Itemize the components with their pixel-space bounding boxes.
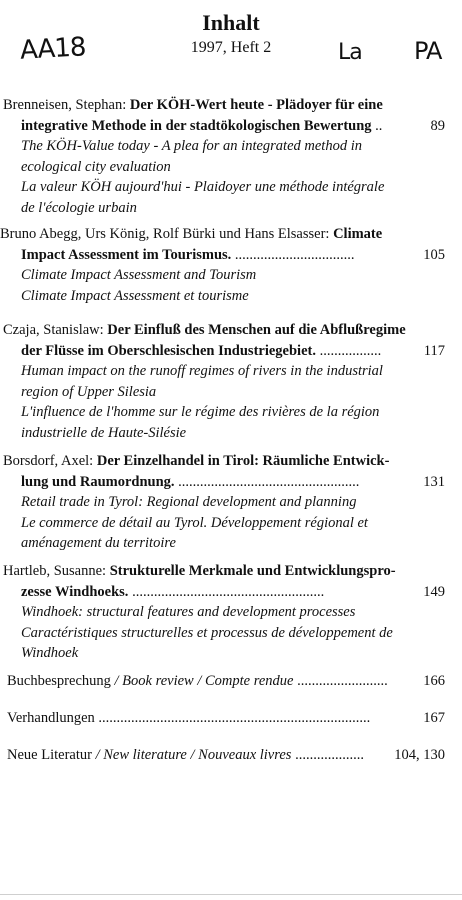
article-title: Der KÖH-Wert heute - Plädoyer für eine	[129, 97, 383, 113]
french-title: Climate Impact Assessment et tourisme	[21, 287, 249, 304]
page-bottom-edge	[0, 894, 462, 895]
english-title-continued: ecological city evaluation	[21, 158, 171, 175]
french-title: L'influence de l'homme sur le régime des rivières de la région	[21, 404, 380, 420]
dot-leader: .................................	[231, 246, 355, 263]
french-title-continued: industrielle de Haute-Silésie	[21, 424, 187, 441]
french-title-continued: Windhoek	[21, 645, 79, 661]
article-title-continued: integrative Methode in der stadtökologischen Bewertung	[21, 117, 372, 134]
toc-entry	[0, 561, 462, 664]
handwritten-note-right: PA	[414, 37, 442, 65]
author: Brenneisen, Stephan:	[3, 97, 127, 113]
section-label: Neue Literatur	[7, 747, 92, 763]
english-title: The KÖH-Value today - A plea for an integrated method in	[21, 138, 362, 154]
author: Bruno Abegg, Urs König, Rolf Bürki und Hans Elsasser:	[0, 226, 330, 242]
english-title: Human impact on the runoff regimes of rivers in the industrial	[21, 363, 383, 379]
dot-leader: ..	[371, 117, 383, 134]
french-title: Le commerce de détail au Tyrol. Développement régional et	[21, 514, 368, 531]
section-label-translations: / Book review / Compte rendue	[110, 673, 294, 689]
french-title: Caractéristiques structurelles et processus de développement de	[21, 624, 393, 641]
toc-entry	[0, 451, 462, 554]
page-number: 89	[430, 117, 445, 134]
dot-leader: .....................................................	[128, 583, 325, 600]
toc-entry	[0, 224, 462, 306]
toc-entry	[0, 95, 462, 218]
page-number: 117	[423, 342, 445, 359]
dot-leader: ...................	[291, 747, 364, 763]
article-title-continued: Impact Assessment im Tourismus.	[21, 246, 232, 263]
article-title: Strukturelle Merkmale und Entwicklungspro-	[109, 563, 396, 579]
toc-misc-entry	[0, 745, 462, 766]
toc-misc-entry	[0, 671, 462, 692]
author: Hartleb, Susanne:	[3, 563, 107, 579]
english-title: Windhoek: structural features and development processes	[21, 604, 356, 620]
english-title: Retail trade in Tyrol: Regional development and planning	[21, 494, 357, 510]
dot-leader: .........................	[293, 673, 388, 689]
section-label: Verhandlungen	[7, 710, 95, 726]
page-number: 149	[423, 583, 445, 600]
article-title: Der Einfluß des Menschen auf die Abflußregime	[107, 322, 406, 338]
french-title-continued: de l'écologie urbain	[21, 199, 137, 216]
dot-leader: ..................................................	[174, 473, 360, 490]
french-title-continued: aménagement du territoire	[21, 535, 176, 551]
author: Borsdorf, Axel:	[3, 453, 94, 469]
handwritten-note-left: AA18	[19, 32, 87, 66]
french-title: La valeur KÖH aujourd'hui - Plaidoyer une méthode intégrale	[21, 179, 385, 195]
page-number: 105	[423, 246, 445, 263]
page-number: 131	[423, 473, 445, 490]
page-number: 104, 130	[394, 747, 445, 763]
page-number: 166	[423, 673, 445, 689]
page-title: Inhalt	[202, 10, 260, 35]
dot-leader: .................	[315, 342, 382, 359]
article-title-continued: der Flüsse im Oberschlesischen Industriegebiet.	[21, 342, 316, 359]
toc-entry	[0, 320, 462, 443]
article-title-continued: zesse Windhoeks.	[21, 583, 129, 600]
dot-leader: ...........................................................................	[94, 710, 371, 726]
section-label-translations: / New literature / Nouveaux livres	[91, 747, 292, 763]
author: Czaja, Stanislaw:	[3, 322, 104, 338]
article-title: Climate	[333, 226, 383, 242]
english-title: Climate Impact Assessment and Tourism	[21, 267, 257, 283]
issue-label: 1997, Heft 2	[190, 39, 272, 56]
page-number: 167	[423, 710, 445, 726]
toc-misc-entry	[0, 708, 462, 729]
article-title-continued: lung und Raumordnung.	[21, 473, 175, 490]
article-title: Der Einzelhandel in Tirol: Räumliche Entwick-	[96, 453, 390, 469]
section-label: Buchbesprechung	[7, 673, 111, 689]
handwritten-note-middle: La	[338, 40, 362, 65]
english-title-continued: region of Upper Silesia	[21, 383, 157, 400]
